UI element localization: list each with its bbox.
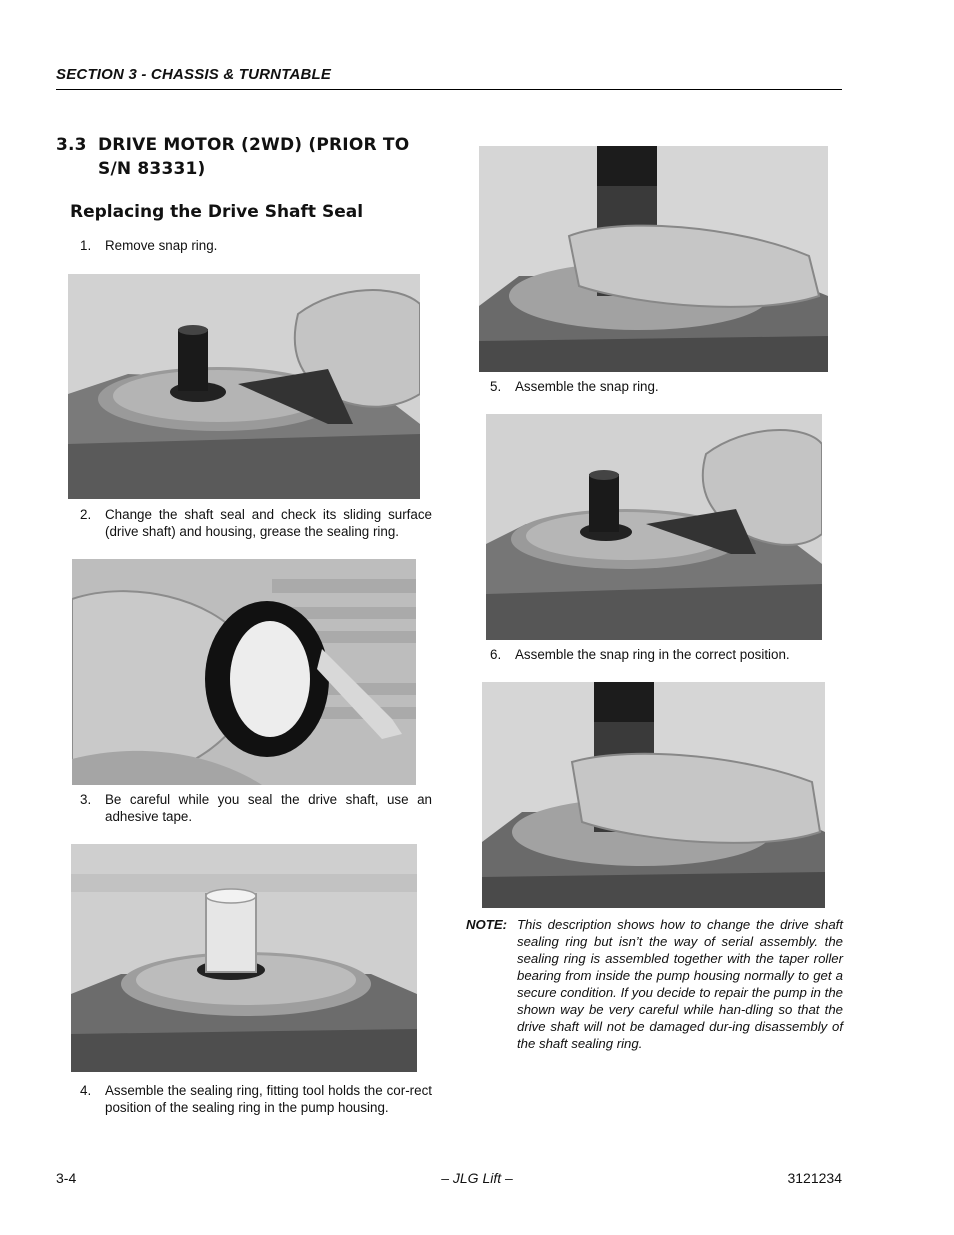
step-number: 6. [490, 647, 502, 662]
step-1 [80, 237, 432, 255]
section-header: SECTION 3 - CHASSIS & TURNTABLE [56, 66, 332, 83]
footer-center: – JLG Lift – [441, 1170, 513, 1186]
step-3 [80, 791, 432, 827]
photo-remove-snap-ring [68, 274, 420, 499]
step-4 [80, 1082, 432, 1118]
header-rule [56, 89, 842, 90]
subheading: Replacing the Drive Shaft Seal [70, 202, 364, 222]
photo-shaft-seal [72, 559, 416, 785]
step-text: Change the shaft seal and check its sliding surface (drive shaft) and housing, grease the sealing ring. [105, 507, 432, 539]
step-text: Remove snap ring. [105, 238, 218, 253]
section-heading [56, 133, 446, 183]
step-number: 3. [80, 792, 92, 807]
photo-fitting-tool [479, 146, 828, 372]
step-number: 4. [80, 1083, 92, 1098]
step-number: 1. [80, 238, 92, 253]
photo-assemble-snap-ring [486, 414, 822, 640]
step-number: 2. [80, 507, 92, 522]
section-number: 3.3 [56, 135, 87, 155]
step-text: Assemble the sealing ring, fitting tool holds the cor-rect position of the sealing ring in the pump housing. [105, 1083, 432, 1115]
step-6 [490, 646, 842, 664]
note-label: NOTE: [466, 917, 508, 932]
step-text: Assemble the snap ring. [515, 379, 659, 394]
step-text: Assemble the snap ring in the correct position. [515, 647, 790, 662]
step-2 [80, 506, 432, 542]
note-text: This description shows how to change the drive shaft sealing ring but isn’t the way of serial assembly. the sealing ring is assembled together with the taper roller bearing from inside the pump housing normally to get a secure condition. If you decide to repair the pump in the shown way be very careful while han-dling so that the drive shaft will not be damaged dur-ing disassembly of the shaft sealing ring. [517, 917, 843, 1051]
photo-taped-shaft [71, 844, 417, 1072]
note [466, 916, 843, 1056]
footer-doc-number: 3121234 [787, 1170, 842, 1186]
step-text: Be careful while you seal the drive shaft, use an adhesive tape. [105, 792, 432, 824]
step-number: 5. [490, 379, 502, 394]
section-title: DRIVE MOTOR (2WD) (PRIOR TO S/N 83331) [98, 135, 410, 179]
footer-page-number: 3-4 [56, 1170, 77, 1186]
photo-snap-ring-position [482, 682, 825, 908]
step-5 [490, 378, 842, 396]
